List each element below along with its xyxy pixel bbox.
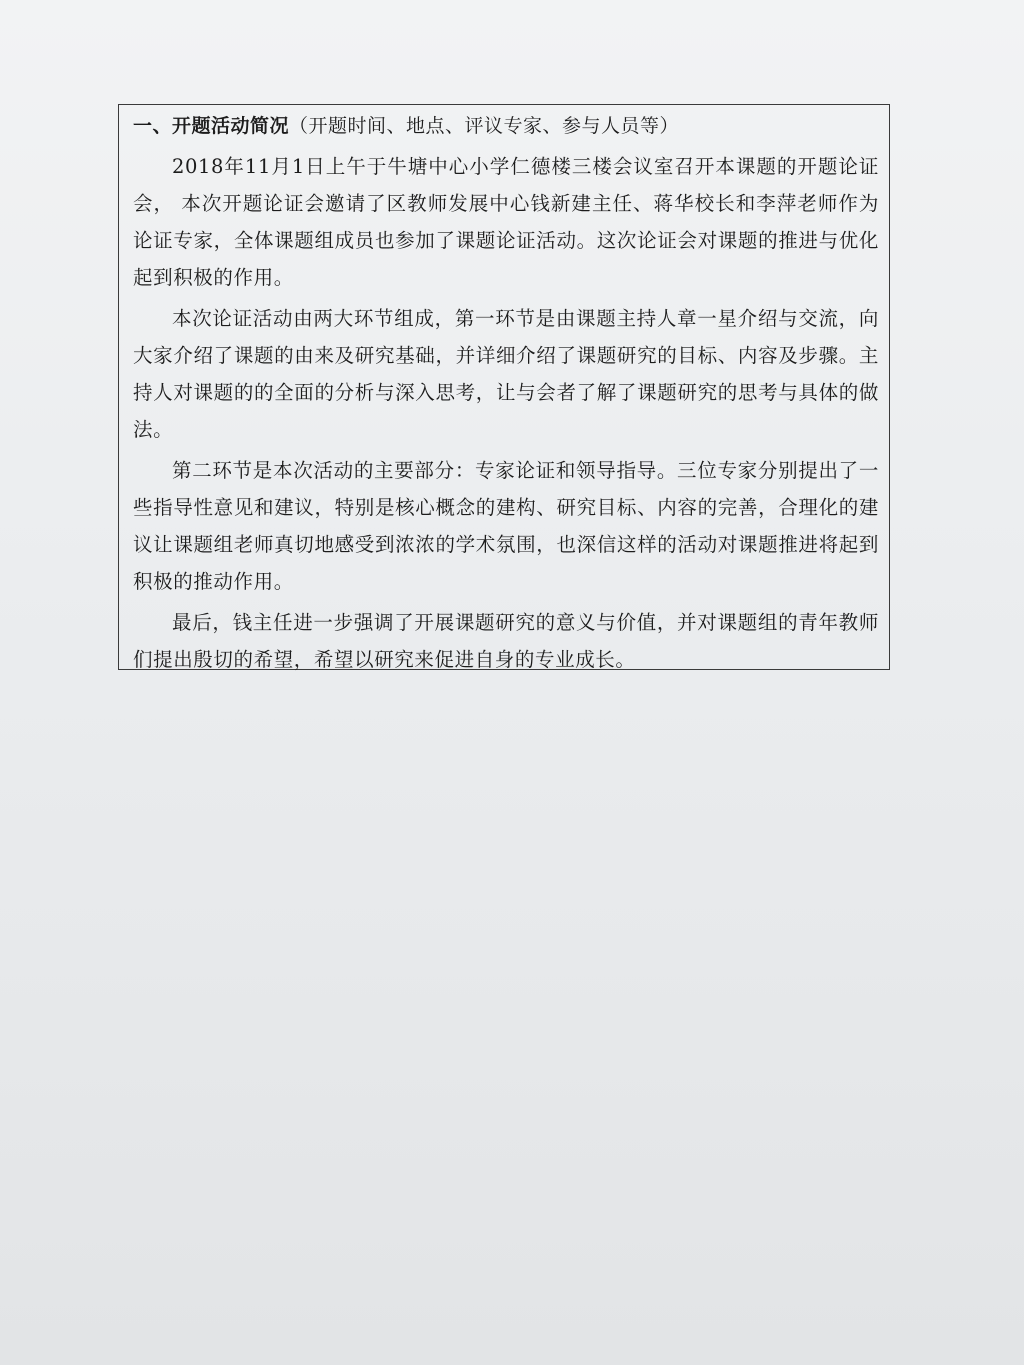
paragraph-2: 本次论证活动由两大环节组成，第一环节是由课题主持人章一星介绍与交流，向大家介绍了课题的由来及研究基础，并详细介绍了课题研究的目标、内容及步骤。主持人对课题的的全面的分析与深入思考，让与会者了解了课题研究的思考与具体的做法。 bbox=[133, 307, 879, 441]
section-title-note: （开题时间、地点、评议专家、参与人员等） bbox=[289, 115, 680, 137]
paragraph-3: 第二环节是本次活动的主要部分：专家论证和领导指导。三位专家分别提出了一些指导性意见和建议，特别是核心概念的建构、研究目标、内容的完善，合理化的建议让课题组老师真切地感受到浓浓的学术氛围，也深信这样的活动对课题推进将起到积极的推动作用。 bbox=[133, 459, 879, 593]
paragraph-1: 2018年11月1日上午于牛塘中心小学仁德楼三楼会议室召开本课题的开题论证会， 本次开题论证会邀请了区教师发展中心钱新建主任、蒋华校长和李萍老师作为论证专家，全体课题组成员也参加了课题论证活动。这次论证会对课题的推进与优化起到积极的作用。 bbox=[133, 155, 879, 289]
paragraph-4: 最后，钱主任进一步强调了开展课题研究的意义与价值，并对课题组的青年教师们提出殷切的希望，希望以研究来促进自身的专业成长。 bbox=[133, 611, 879, 671]
activity-summary-box bbox=[118, 104, 890, 670]
section-title: 一、开题活动简况 bbox=[133, 115, 290, 137]
section-heading bbox=[133, 111, 879, 141]
